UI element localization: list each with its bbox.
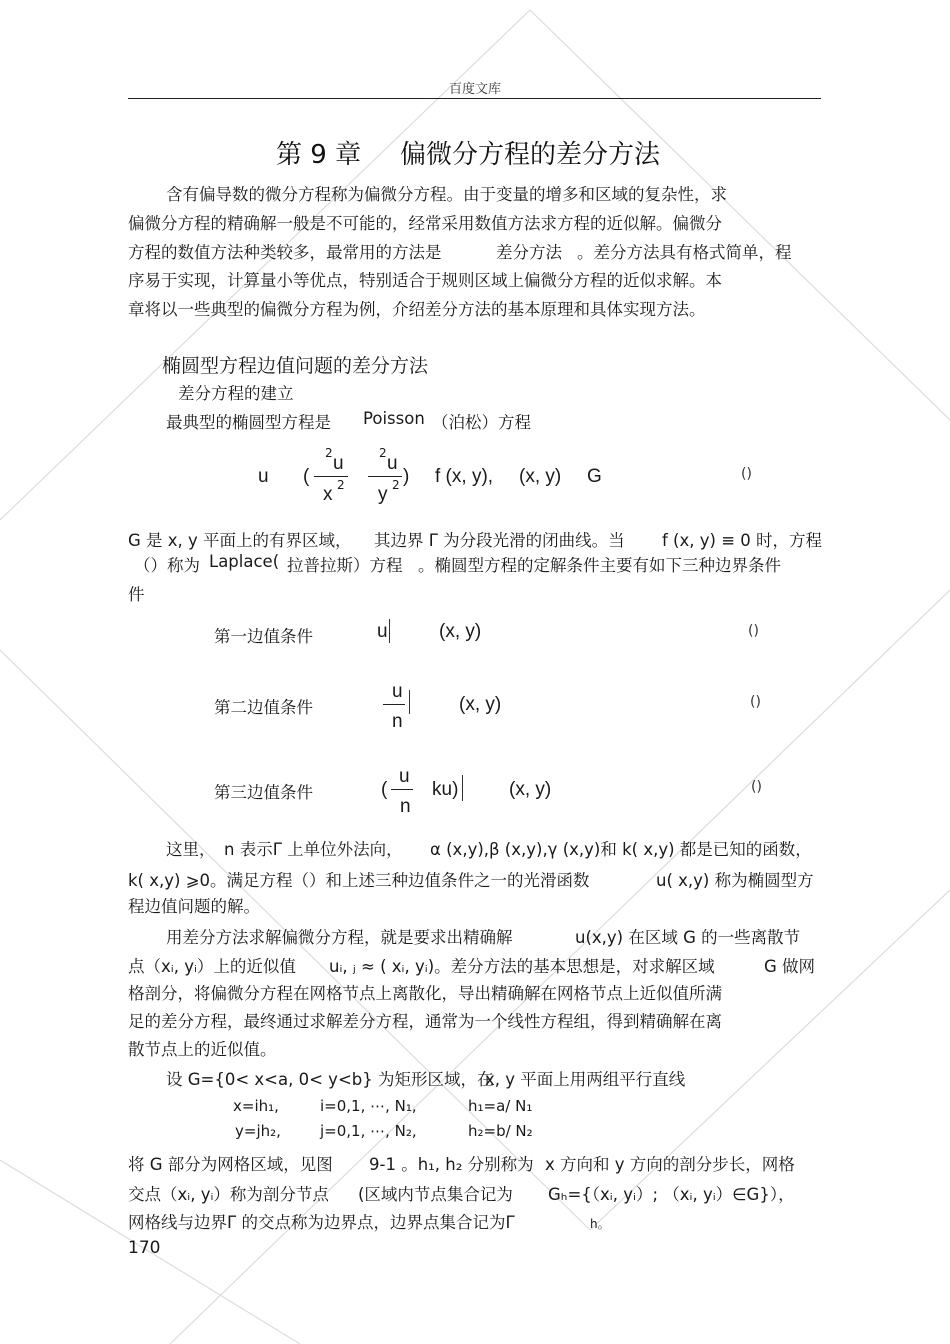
p2-line-1c: f (x, y) ≡ 0 时，方程 <box>662 531 823 550</box>
page-header: 百度文库 <box>448 82 501 97</box>
p4-line-2a: 点（xᵢ, yᵢ）上的近似值 <box>128 957 296 976</box>
grid-i-range: i=0,1, ⋯, N₁, <box>320 1097 417 1115</box>
p3-line-1c: α (x,y),β (x,y),γ (x,y)和 k( x,y) 都是已知的函数， <box>430 840 812 859</box>
p5-line-1a: 设 G={0< x<a, 0< y<b} 为矩形区域，在 <box>166 1070 494 1089</box>
subsection-heading: 差分方程的建立 <box>178 384 294 403</box>
p2-line-3: 件 <box>128 585 145 604</box>
p3-line-1a: 这里， <box>166 840 216 859</box>
p3-line-2b: u( x,y) 称为椭圆型方 <box>656 871 814 890</box>
p4-line-2c: G 做网 <box>764 957 816 976</box>
p4-line-4: 足的差分方程，最终通过求解差分方程，通常为一个线性方程组，得到精确解在离 <box>128 1012 722 1031</box>
p4-line-3: 格剖分，将偏微分方程在网格节点上离散化，导出精确解在网格节点上近似值所满 <box>128 984 722 1003</box>
p4-line-5: 散节点上的近似值。 <box>128 1040 277 1059</box>
p5-line-3b: 9-1 。h₁, h₂ 分别称为 <box>369 1155 534 1174</box>
grid-y-def: y=jh₂, <box>235 1122 281 1140</box>
intro-line-3b: 。差分方法具有格式简单，程 <box>577 243 792 262</box>
p5-line-4c: Gₕ={（xᵢ, yᵢ）; （xᵢ, yᵢ）∈G}）， <box>548 1185 795 1204</box>
grid-h1: h₁=a/ N₁ <box>468 1097 533 1115</box>
p2-line-1b: 其边界 Γ 为分段光滑的闭曲线。当 <box>374 531 625 550</box>
p2-line-2a: （）称为 <box>134 556 200 575</box>
header-rule <box>128 98 821 99</box>
poisson-cn: （泊松）方程 <box>432 413 531 432</box>
intro-line-2: 偏微分方程的精确解一般是不可能的，经常采用数值方法求方程的近似解。偏微分 <box>128 214 722 233</box>
p5-line-3c: x 方向和 y 方向的剖分步长，网格 <box>545 1155 795 1174</box>
p4-line-1b: u(x,y) 在区域 G 的一些离散节 <box>575 928 801 947</box>
poisson-intro: 最典型的椭圆型方程是 <box>166 413 331 432</box>
page-number: 170 <box>128 1238 161 1258</box>
intro-line-4: 序易于实现，计算量小等优点，特别适合于规则区域上偏微分方程的近似求解。本 <box>128 271 722 290</box>
p4-line-2b: uᵢ, ⱼ ≈ ( xᵢ, yᵢ)。差分方法的基本思想是，对求解区域 <box>329 957 715 976</box>
p5-line-5b: h。 <box>590 1217 610 1231</box>
p5-line-4a: 交点（xᵢ, yᵢ）称为剖分节点 <box>128 1185 329 1204</box>
p2-line-2d: 。椭圆型方程的定解条件主要有如下三种边界条件 <box>418 556 781 575</box>
p3-line-2a: k( x,y) ⩾0。满足方程（）和上述三种边值条件之一的光滑函数 <box>128 871 590 890</box>
p3-line-3: 程边值问题的解。 <box>128 897 260 916</box>
p5-line-1b: x, y 平面上用两组平行直线 <box>485 1070 686 1089</box>
p2-line-2b: Laplace( <box>209 552 280 571</box>
p2-line-1a: G 是 x, y 平面上的有界区域， <box>128 531 352 550</box>
p4-line-1a: 用差分方法求解偏微分方程，就是要求出精确解 <box>166 928 513 947</box>
chapter-title: 偏微分方程的差分方法 <box>400 140 661 170</box>
grid-h2: h₂=b/ N₂ <box>468 1122 533 1140</box>
p3-line-1b: n 表示Γ 上单位外法向， <box>224 840 403 859</box>
section-heading: 椭圆型方程边值问题的差分方法 <box>162 355 429 377</box>
p5-line-5a: 网格线与边界Γ 的交点称为边界点，边界点集合记为Γ <box>128 1213 515 1232</box>
grid-x-def: x=ih₁, <box>233 1097 279 1115</box>
grid-j-range: j=0,1, ⋯, N₂, <box>320 1122 417 1140</box>
intro-keyword: 差分方法 <box>496 243 562 262</box>
intro-line-5: 章将以一些典型的偏微分方程为例，介绍差分方法的基本原理和具体实现方法。 <box>128 300 706 319</box>
p2-line-2c: 拉普拉斯）方程 <box>287 556 403 575</box>
intro-line-1: 含有偏导数的微分方程称为偏微分方程。由于变量的增多和区域的复杂性，求 <box>166 185 727 204</box>
p5-line-3a: 将 G 部分为网格区域，见图 <box>128 1155 333 1174</box>
intro-line-3a: 方程的数值方法种类较多，最常用的方法是 <box>128 243 442 262</box>
chapter-number: 第 9 章 <box>276 140 362 170</box>
poisson-name: Poisson <box>363 409 425 428</box>
p5-line-4b: (区域内节点集合记为 <box>358 1185 513 1204</box>
